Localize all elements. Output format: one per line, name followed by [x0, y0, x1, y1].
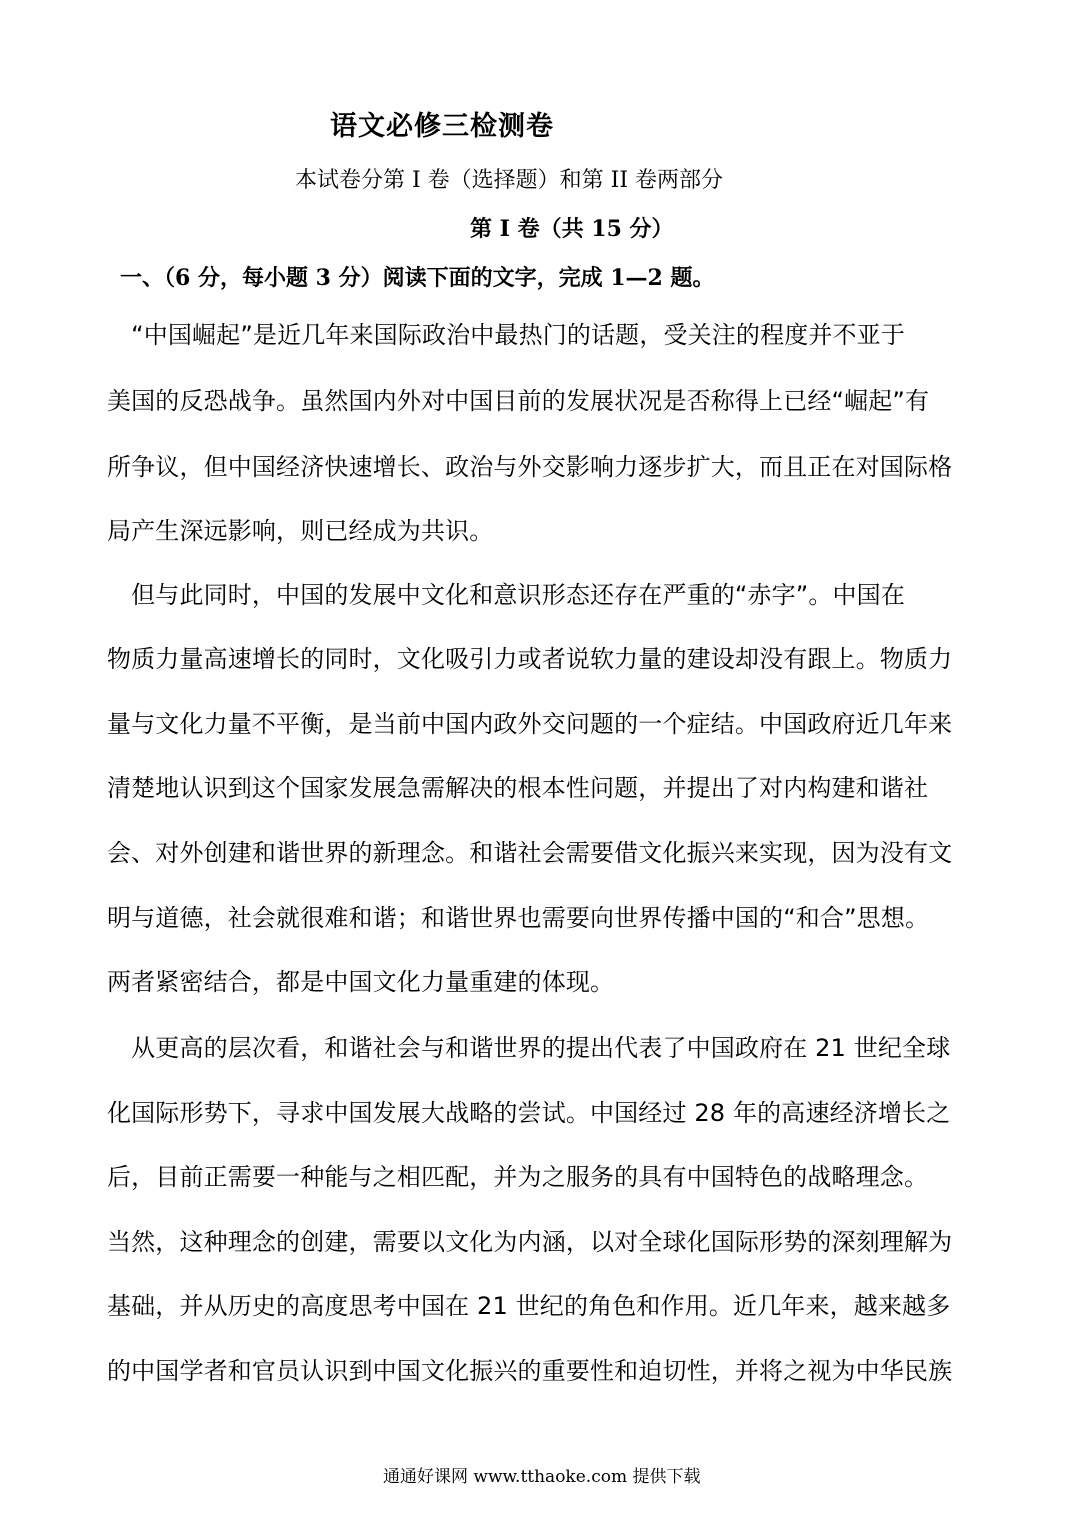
footer-note: 通通好课网 www.tthaoke.com 提供下载	[383, 1467, 701, 1487]
passage-line: 两者紧密结合，都是中国文化力量重建的体现。	[107, 968, 615, 996]
passage-line: 但与此同时，中国的发展中文化和意识形态还存在严重的“赤字”。中国在	[107, 581, 905, 609]
passage-line: 局产生深远影响，则已经成为共识。	[107, 517, 494, 545]
passage-line: 的中国学者和官员认识到中国文化振兴的重要性和迫切性，并将之视为中华民族	[107, 1357, 953, 1385]
question-heading: 一、（6 分，每小题 3 分）阅读下面的文字，完成 1—2 题。	[120, 265, 715, 291]
passage-line: “中国崛起”是近几年来国际政治中最热门的话题，受关注的程度并不亚于	[107, 321, 905, 349]
passage-line: 当然，这种理念的创建，需要以文化为内涵，以对全球化国际形势的深刻理解为	[107, 1228, 953, 1256]
passage-line: 清楚地认识到这个国家发展急需解决的根本性问题，并提出了对内构建和谐社	[107, 774, 929, 802]
passage-line: 会、对外创建和谐世界的新理念。和谐社会需要借文化振兴来实现，因为没有文	[107, 839, 953, 867]
passage-line: 后，目前正需要一种能与之相匹配，并为之服务的具有中国特色的战略理念。	[107, 1163, 929, 1191]
exam-subtitle: 本试卷分第 I 卷（选择题）和第 II 卷两部分	[295, 168, 724, 193]
section-heading: 第 I 卷（共 15 分）	[470, 216, 674, 242]
passage-line: 美国的反恐战争。虽然国内外对中国目前的发展状况是否称得上已经“崛起”有	[107, 387, 930, 415]
passage-line: 化国际形势下，寻求中国发展大战略的尝试。中国经过 28 年的高速经济增长之	[107, 1099, 951, 1127]
passage-line: 物质力量高速增长的同时，文化吸引力或者说软力量的建设却没有跟上。物质力	[107, 645, 953, 673]
passage-line: 量与文化力量不平衡，是当前中国内政外交问题的一个症结。中国政府近几年来	[107, 710, 953, 738]
passage-line: 基础，并从历史的高度思考中国在 21 世纪的角色和作用。近几年来，越来越多	[107, 1292, 951, 1320]
passage-line: 所争议，但中国经济快速增长、政治与外交影响力逐步扩大，而且正在对国际格	[107, 453, 953, 481]
exam-title: 语文必修三检测卷	[330, 111, 554, 142]
passage-line: 从更高的层次看，和谐社会与和谐世界的提出代表了中国政府在 21 世纪全球	[107, 1034, 951, 1062]
passage-line: 明与道德，社会就很难和谐；和谐世界也需要向世界传播中国的“和合”思想。	[107, 904, 930, 932]
